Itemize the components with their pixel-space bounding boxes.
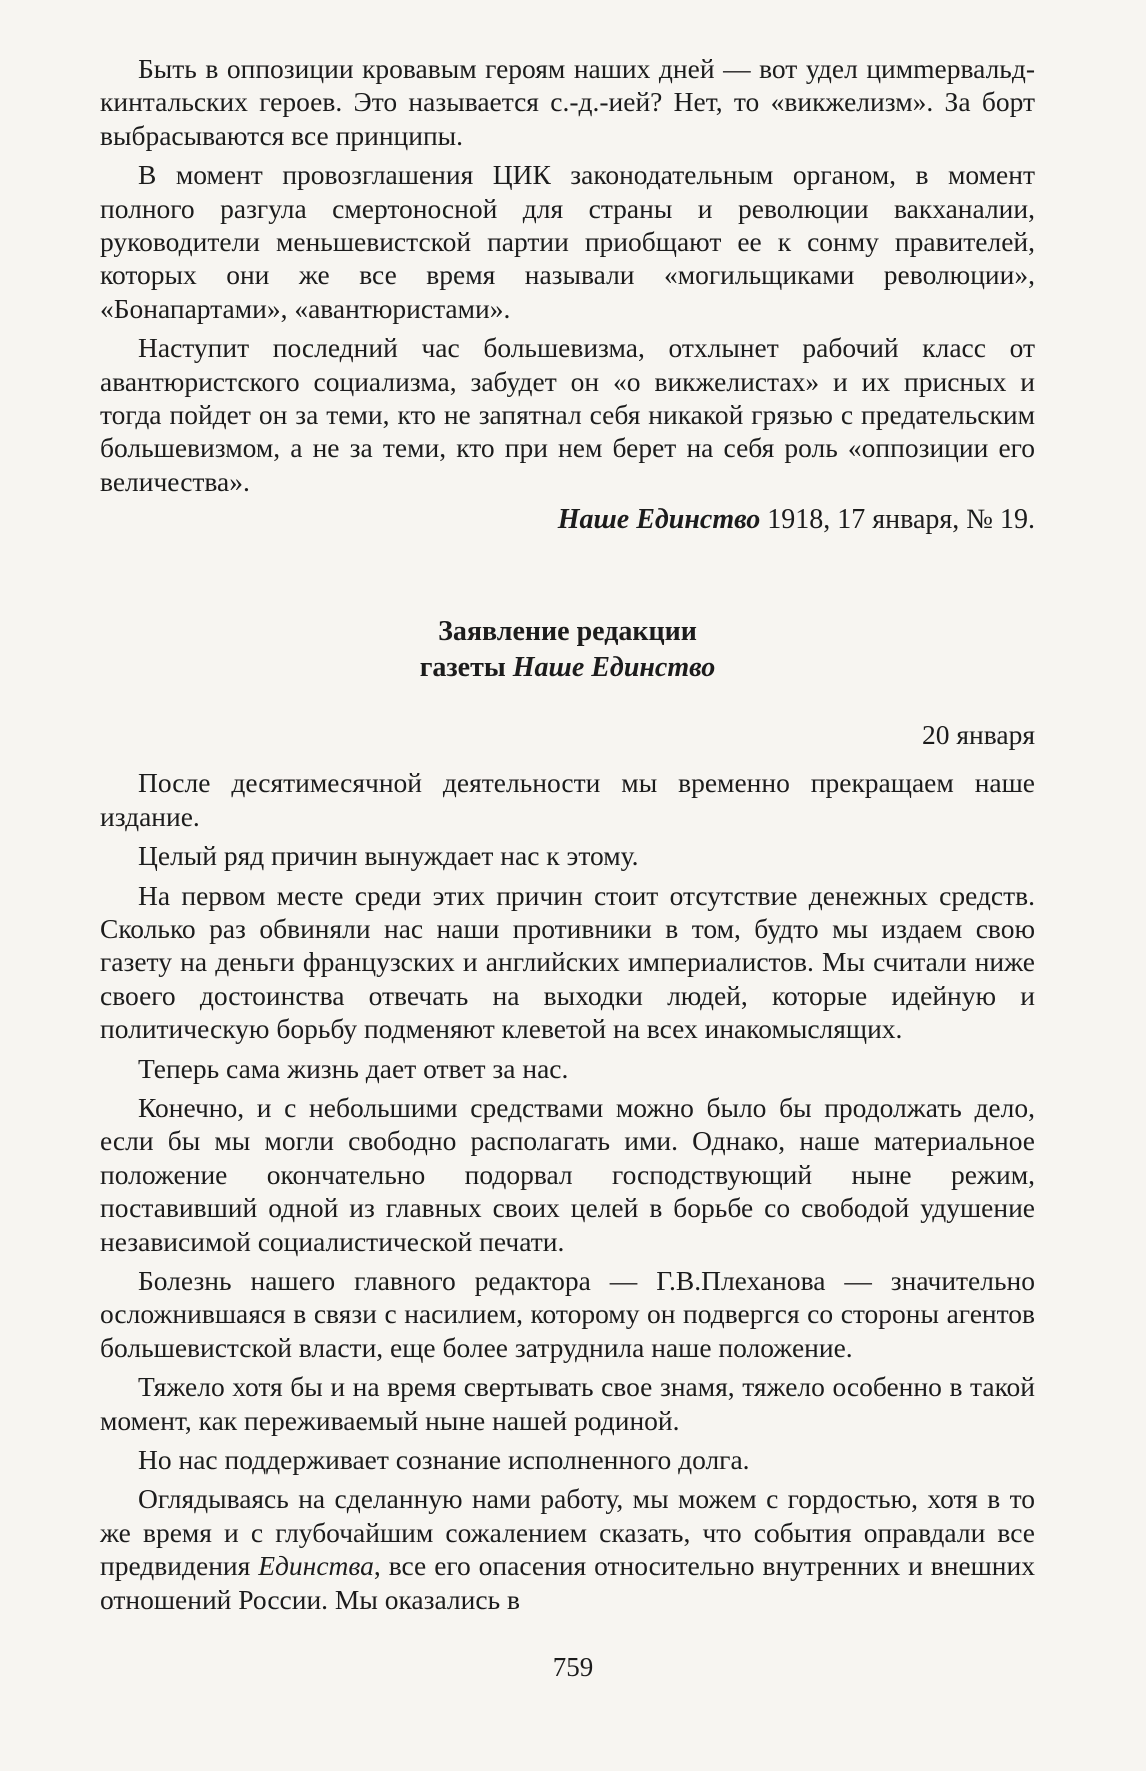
paragraph: После десятимесячной деятельности мы временно прекращаем наше издание. [100, 767, 1035, 832]
dateline: 20 января [922, 719, 1035, 751]
paragraph: Но нас поддерживает сознание исполненного долга. [138, 1444, 750, 1475]
heading-line-2: газеты Наше Единство [419, 652, 716, 684]
paragraph: Быть в оппозиции кровавым героям наших дней — вот удел цимmервальд-кинтальских героев. Это называется с.-д.-ией? Нет, то «викжелизм». За борт выбрасываются все принципы. [100, 53, 1035, 151]
article-heading [100, 614, 1035, 686]
paragraph-last: Оглядываясь на сделанную нами работу, мы можем с гордостью, хотя в то же время и с глубочайшим сожалением сказать, что события оправдали все предвидения Единства, все его опасения относительно внутренних и внешних отношений России. Мы оказались в [100, 1483, 1035, 1615]
article-1 [100, 52, 1035, 538]
paragraph: Тяжело хотя бы и на время свертывать свое знамя, тяжело особенно в такой момент, как переживаемый ныне нашей родиной. [100, 1371, 1035, 1436]
paragraph: Наступит последний час большевизма, отхлынет рабочий класс от авантюристского социализма, забудет он «о викжелистах» и их присных и тогда пойдет он за теми, кто не запятнал себя никакой грязью с предательским большевизмом, а не за теми, кто при нем берет на себя роль «оппозиции его величества». [100, 332, 1035, 497]
heading-newspaper-title: Наше Единство [512, 652, 716, 684]
source-newspaper: Наше Единство [557, 504, 761, 536]
page-content [100, 52, 1035, 1616]
paragraph: Болезнь нашего главного редактора — Г.В.Плеханова — значительно осложнившаяся в связи с насилием, которому он подвергся со стороны агентов большевистской власти, еще более затруднила наше положение. [100, 1264, 1035, 1363]
source-details: 1918, 17 января, № 19. [760, 504, 1035, 536]
italic-reference: Единства [258, 1550, 374, 1582]
heading-line-1: Заявление редакции [438, 616, 697, 648]
paragraph: Теперь сама жизнь дает ответ за нас. [138, 1052, 569, 1084]
paragraph: На первом месте среди этих причин стоит отсутствие денежных средств. Сколько раз обвиняли нас наши противники в том, будто мы издаем свою газету на деньги французских и английских империалистов. Мы считали ниже своего достоинства отвечать на выходки людей, которые идейную и политическую борьбу подменяют клеветой на всех инакомыслящих. [100, 879, 1035, 1045]
source-citation [100, 502, 1035, 538]
paragraph: В момент провозглашения ЦИК законодательным органом, в момент полного разгула смертоносной для страны и революции вакханалии, руководители меньшевистской партии приобщают ее к сонму правителей, которых они же все время называли «могильщиками революции», «Бонапартами», «авантюристами». [100, 159, 1035, 324]
paragraph: Целый ряд причин вынуждает нас к этому. [138, 840, 639, 872]
page-number: 759 [552, 1652, 594, 1682]
article-2 [100, 614, 1035, 1616]
paragraph: Конечно, и с небольшими средствами можно было бы продолжать дело, если бы мы могли свободно располагать ими. Однако, наше материальное положение окончательно подорвал господствующий ныне режим, поставивший одной из главных своих целей в борьбе со свободой удушение независимой социалистической печати. [100, 1091, 1035, 1257]
